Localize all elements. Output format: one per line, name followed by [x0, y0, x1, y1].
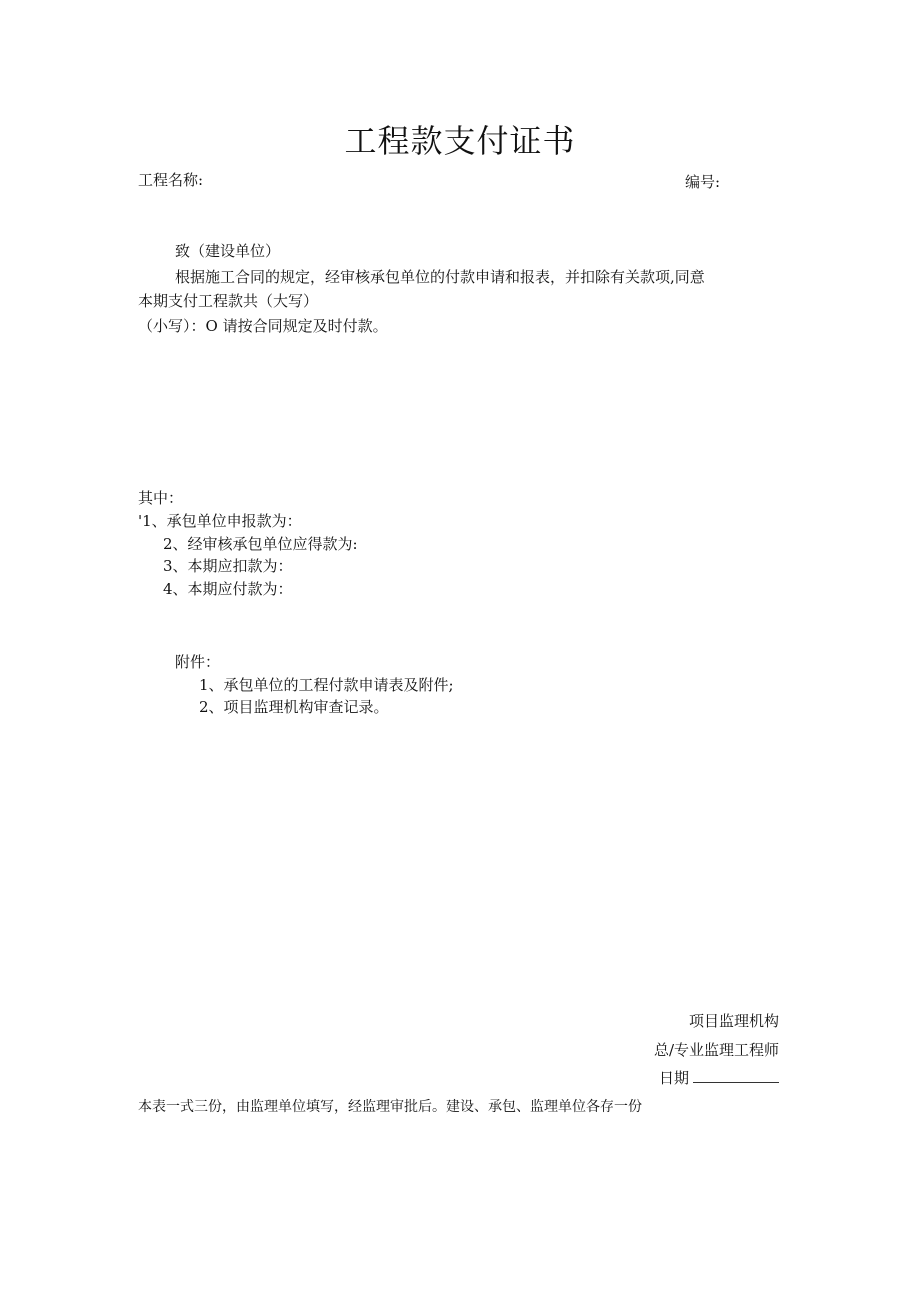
paragraph-line-1: 根据施工合同的规定，经审核承包单位的付款申请和报表，并扣除有关款项,同意 [175, 268, 705, 286]
breakdown-item: '1、承包单位申报款为： [138, 512, 302, 530]
breakdown-item: 2、经审核承包单位应得款为: [163, 535, 358, 553]
attachments-heading: 附件： [175, 653, 221, 671]
number-label: 编号: [685, 173, 721, 191]
signature-date [659, 1067, 779, 1088]
project-name-label: 工程名称: [138, 171, 204, 189]
paragraph-line-3: （小写）：O 请按合同规定及时付款。 [138, 317, 388, 335]
document-title: 工程款支付证书 [344, 122, 576, 160]
paragraph-line-2: 本期支付工程款共（大写） [138, 292, 319, 310]
date-label: 日期 [658, 1069, 689, 1087]
breakdown-item: 4、本期应付款为： [163, 580, 293, 598]
signature-engineer: 总/专业监理工程师 [653, 1041, 779, 1059]
footnote: 本表一式三份，由监理单位填写，经监理审批后。建设、承包、监理单位各存一份 [138, 1099, 642, 1115]
breakdown-item: 3、本期应扣款为： [163, 557, 293, 575]
breakdown-heading: 其中： [138, 489, 184, 507]
addressee: 致（建设单位） [175, 242, 281, 260]
signature-org: 项目监理机构 [688, 1012, 779, 1030]
attachment-item: 2、项目监理机构审查记录。 [199, 698, 389, 716]
date-blank-line [693, 1068, 779, 1083]
attachment-item: 1、承包单位的工程付款申请表及附件; [199, 676, 454, 694]
